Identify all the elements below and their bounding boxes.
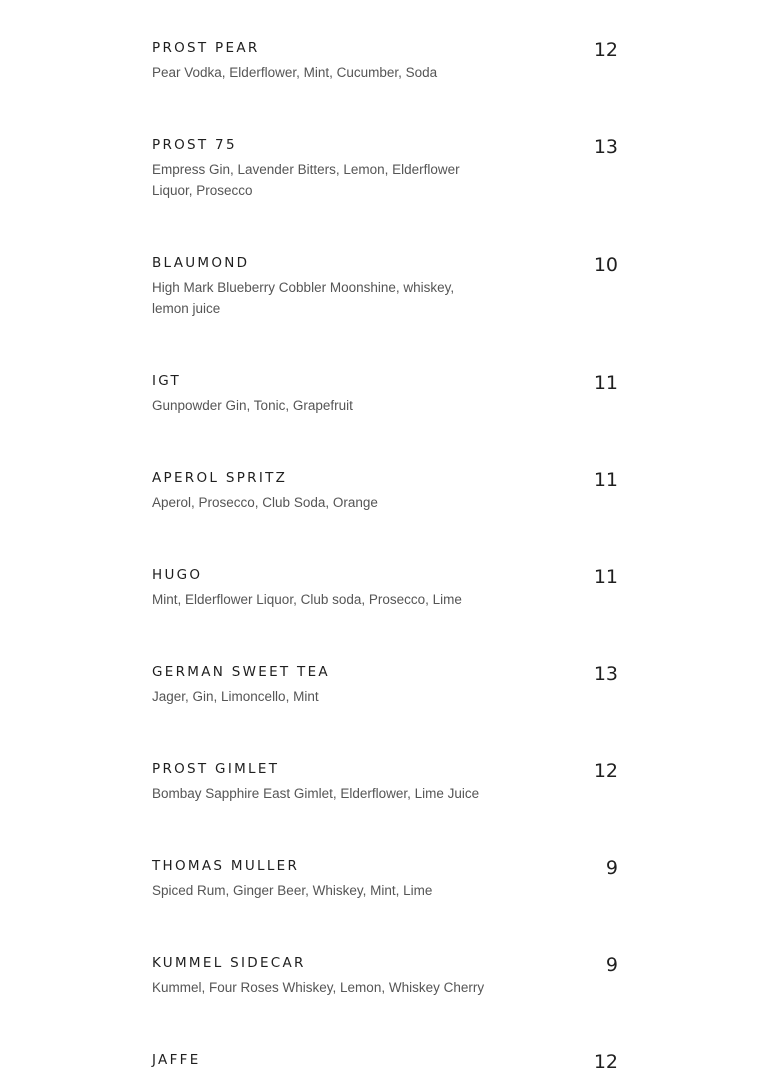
item-name: APEROL SPRITZ <box>152 470 288 486</box>
item-name: PROST PEAR <box>152 40 260 56</box>
item-price: 13 <box>593 663 618 685</box>
item-description: Empress Gin, Lavender Bitters, Lemon, Elderflower Liquor, Prosecco <box>152 162 460 198</box>
item-price: 10 <box>593 254 618 276</box>
item-name: HUGO <box>152 567 203 583</box>
item-price: 11 <box>593 469 618 491</box>
item-name: PROST 75 <box>152 137 237 153</box>
item-description: Spiced Rum, Ginger Beer, Whiskey, Mint, Lime <box>152 883 433 898</box>
item-name: IGT <box>152 373 182 389</box>
item-description: High Mark Blueberry Cobbler Moonshine, whiskey, lemon juice <box>152 280 455 316</box>
item-name: JAFFE <box>152 1052 201 1068</box>
item-price: 9 <box>605 954 618 976</box>
item-price: 9 <box>605 857 618 879</box>
item-name: PROST GIMLET <box>152 761 280 777</box>
item-price: 12 <box>593 760 618 782</box>
item-description: Pear Vodka, Elderflower, Mint, Cucumber, Soda <box>152 65 438 80</box>
item-name: GERMAN SWEET TEA <box>152 664 330 680</box>
item-description: Kummel, Four Roses Whiskey, Lemon, Whiskey Cherry <box>152 980 485 995</box>
item-price: 12 <box>593 1051 618 1073</box>
item-price: 11 <box>593 566 618 588</box>
item-name: BLAUMOND <box>152 255 250 271</box>
item-price: 13 <box>593 136 618 158</box>
item-name: KUMMEL SIDECAR <box>152 955 306 971</box>
item-price: 12 <box>593 39 618 61</box>
item-description: Mint, Elderflower Liquor, Club soda, Prosecco, Lime <box>152 592 462 607</box>
item-name: THOMAS MULLER <box>152 858 300 874</box>
item-description: Gunpowder Gin, Tonic, Grapefruit <box>152 398 353 413</box>
item-description: Jager, Gin, Limoncello, Mint <box>152 689 319 704</box>
item-description: Aperol, Prosecco, Club Soda, Orange <box>152 495 378 510</box>
item-description: Bombay Sapphire East Gimlet, Elderflower, Lime Juice <box>152 786 480 801</box>
item-price: 11 <box>593 372 618 394</box>
